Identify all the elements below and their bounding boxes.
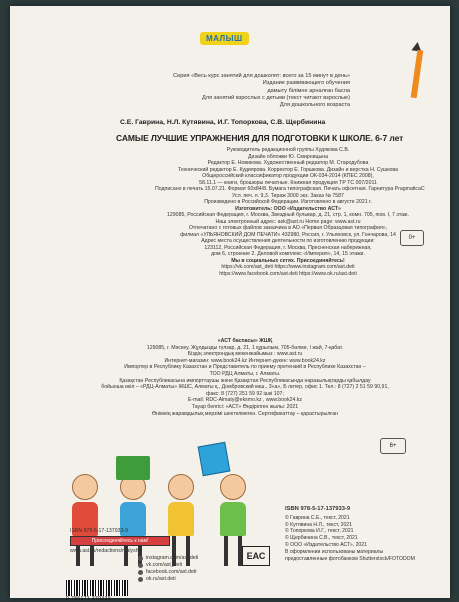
isbn-small: ISBN 978-5-17-137933-9 [70,528,128,534]
kz-line: Қазақстан Республикасына импорттаушы және Қазақстан Республикасында наразылықтарды қабылдау [119,377,371,384]
social-link-text: instagram.com/ast.deti [146,555,199,561]
kz-line: Тауар белгісі: «АСТ» Өндірілген жылы: 2021 [191,403,299,410]
child-head [220,474,246,500]
social-link-text: ok.ru/ast.deti [146,576,176,582]
pencil-illustration [402,42,428,102]
pencil-body [411,50,424,98]
series-line: Для занятий взрослых с детьми (текст читают взрослые) [202,94,350,101]
publisher-url: www.ast.ru/redactions/malysh [70,548,139,554]
imprint-line: Дизайн обложки Ю. Смирницына [248,153,328,160]
imprint-line: Редактор Е. Новикова. Художественный редактор М. Стародубова [207,160,369,166]
social-links [138,555,198,583]
social-link [138,555,198,562]
child-head [72,474,98,500]
eac-mark: ЕАС [242,546,270,566]
imprint-line: Общероссийский классификатор продукции ОК-034-2014 (КПЕС 2008), [202,173,374,179]
copyright-line: © Кутявина Н.Л., текст, 2021 [285,521,352,528]
instagram-icon [138,556,143,561]
age-rating-badge: 0+ [400,230,424,246]
kz-line: бойынша өкіл – «РДЦ-Алматы» ЖШС, Алматы қ., Домбровский көш., 3«а», Б литер, офис 1. Тел.: 8 (727) 2 51 59 90,91, [101,384,389,391]
book-title: САМЫЕ ЛУЧШИЕ УПРАЖНЕНИЯ ДЛЯ ПОДГОТОВКИ К ШКОЛЕ. 6-7 лет [116,133,404,143]
kz-line: Өнімнің жарамдылық мерзімі шектелмеген. Сертификаттау – қарастырылған [152,410,338,417]
copyright-line: © Щербинина С.В., текст, 2021 [285,535,358,542]
age-rating-badge-2: 6+ [380,438,406,454]
imprint-line: дом 6, строение 2. Деловой комплекс «Империя», 14, 15 этажи. [211,251,365,257]
imprint-line: 58.11.1 — книги, брошюры печатные. Книжная продукция ТР ТС 007/2011 [199,179,377,186]
imprint-line: Адрес места осуществления деятельности по изготовлению продукции: [201,238,375,244]
book-back-cover [10,6,450,602]
series-info [70,73,350,109]
kz-line: E-mail: RDC-Almaty@eksmo.kz , www.book24.kz [188,397,302,404]
vk-icon [138,563,143,568]
social-link-text: vk.com/ast_deti [146,562,183,568]
join-us-label: Присоединяйтесь к нам! [70,536,170,546]
kz-line: Импортер в Республику Казахстан и Представитель по приему претензий в Республике Казахстан – [124,364,366,371]
imprint-line: Руководитель редакционной группы Худякова С.В. [226,147,350,153]
copyright-block [285,506,445,562]
copyright-line: © Топоркова И.Г., текст, 2021 [285,528,354,535]
imprint-line: Мы в социальных сетях. Присоединяйтесь! [231,257,345,264]
abc-board-illustration [116,456,150,480]
kz-line: Интернет-магазин: www.book24.kz Интернет-дүкен: www.book24.kz [164,357,326,364]
imprint-line: филиал «УЛЬЯНОВСКИЙ ДОМ ПЕЧАТИ» 432980, Россия, г. Ульяновск, ул. Гончарова, 14 [180,231,396,238]
imprint-line: Произведено в Российской Федерации. Изготовлено в августе 2021 г. [204,199,372,205]
contacts-block [70,528,180,554]
child-head [168,474,194,500]
kz-line: Біздің электрондық мекенжайымыз : www.ast.ru [187,351,303,358]
series-line: Для дошкольного возраста [279,102,350,109]
isbn-main: ISBN 978-5-17-137933-9 [285,506,351,512]
kz-line: «АСТ баспасы» ЖШҚ [217,338,273,344]
copyright-line: © Гаврина С.Е., текст, 2021 [285,514,350,521]
social-link-text: facebook.com/ast.deti [146,569,197,575]
social-link [138,576,198,583]
child-body [220,502,246,536]
series-line: Издание развивающего обучения [262,80,350,87]
imprint-line: Подписано в печать 15.07.21. Формат 60х84/8. Бумага типографская. Печать офсетная. Гарнитура PragmaticaC [155,186,425,192]
barcode [66,580,128,602]
ok-icon [138,577,143,582]
barcode-number: 9 785171 379339 [66,596,111,602]
social-link [138,569,198,576]
imprint-line: 129085, Российская Федерация, г. Москва, Звездный бульвар, д. 21, стр. 1, комн. 705, пом. I, 7 этаж. [167,212,409,218]
authors: С.Е. Гаврина, Н.Л. Кутявина, И.Г. Топоркова, С.В. Щербинина [120,119,326,126]
copyright-line: предоставленные фотобанком Shutterstock/FOTODOM [285,555,415,562]
kz-line: факс: 8 (727) 251 59 92 ішкі 107; [206,390,284,397]
imprint-block [155,147,425,277]
kz-line: 129085, г. Мәскеу, Жұлдызды гүлзар, д. 21, 1 құрылым, 705-бөлме, I жай, 7-қабат. [146,344,344,351]
kz-line: ТОО РДЦ Алматы, г. Алматы. [209,370,281,377]
series-line: Серия «Весь курс занятий для дошколят: всего за 15 минут в день» [173,73,350,79]
publisher-logo: МАЛЫШ [200,32,249,45]
imprint-line: Усл. печ. л. 9,3. Тираж 3000 экз. Заказ № 7587 [232,192,344,199]
series-line: дамыту білімне арналған басла [267,87,350,94]
imprint-line: https://www.facebook.com/ast.deti https://www.ok.ru/ast.deti [219,270,357,277]
imprint-line: https://vk.com/ast_deti https://www.instagram.com/ast.deti [221,264,355,270]
barcode-bars [66,580,128,596]
imprint-line: Отпечатано с готовых файлов заказчика в АО «Первая Образцовая типография», [188,225,388,231]
copyright-line: © ООО «Издательство АСТ», 2021 [285,541,367,548]
social-link [138,562,198,569]
imprint-line: Наш электронный адрес: ask@ast.ru Home page: www.ast.ru [215,218,361,225]
imprint-line: Изготовитель: ООО «Издательство АСТ» [235,205,341,212]
kazakhstan-imprint [85,338,405,417]
facebook-icon [138,570,143,575]
imprint-line: Технический редактор Е. Кудиярова. Корректор Е. Горшкова. Дизайн и верстка Н. Сушкова [178,166,398,173]
copyright-line: В оформлении использованы материалы [285,548,384,555]
child-legs [224,536,242,566]
book-illustration [198,442,231,476]
imprint-line: 123112, Российская Федерация, г. Москва, Пресненская набережная, [204,244,372,251]
